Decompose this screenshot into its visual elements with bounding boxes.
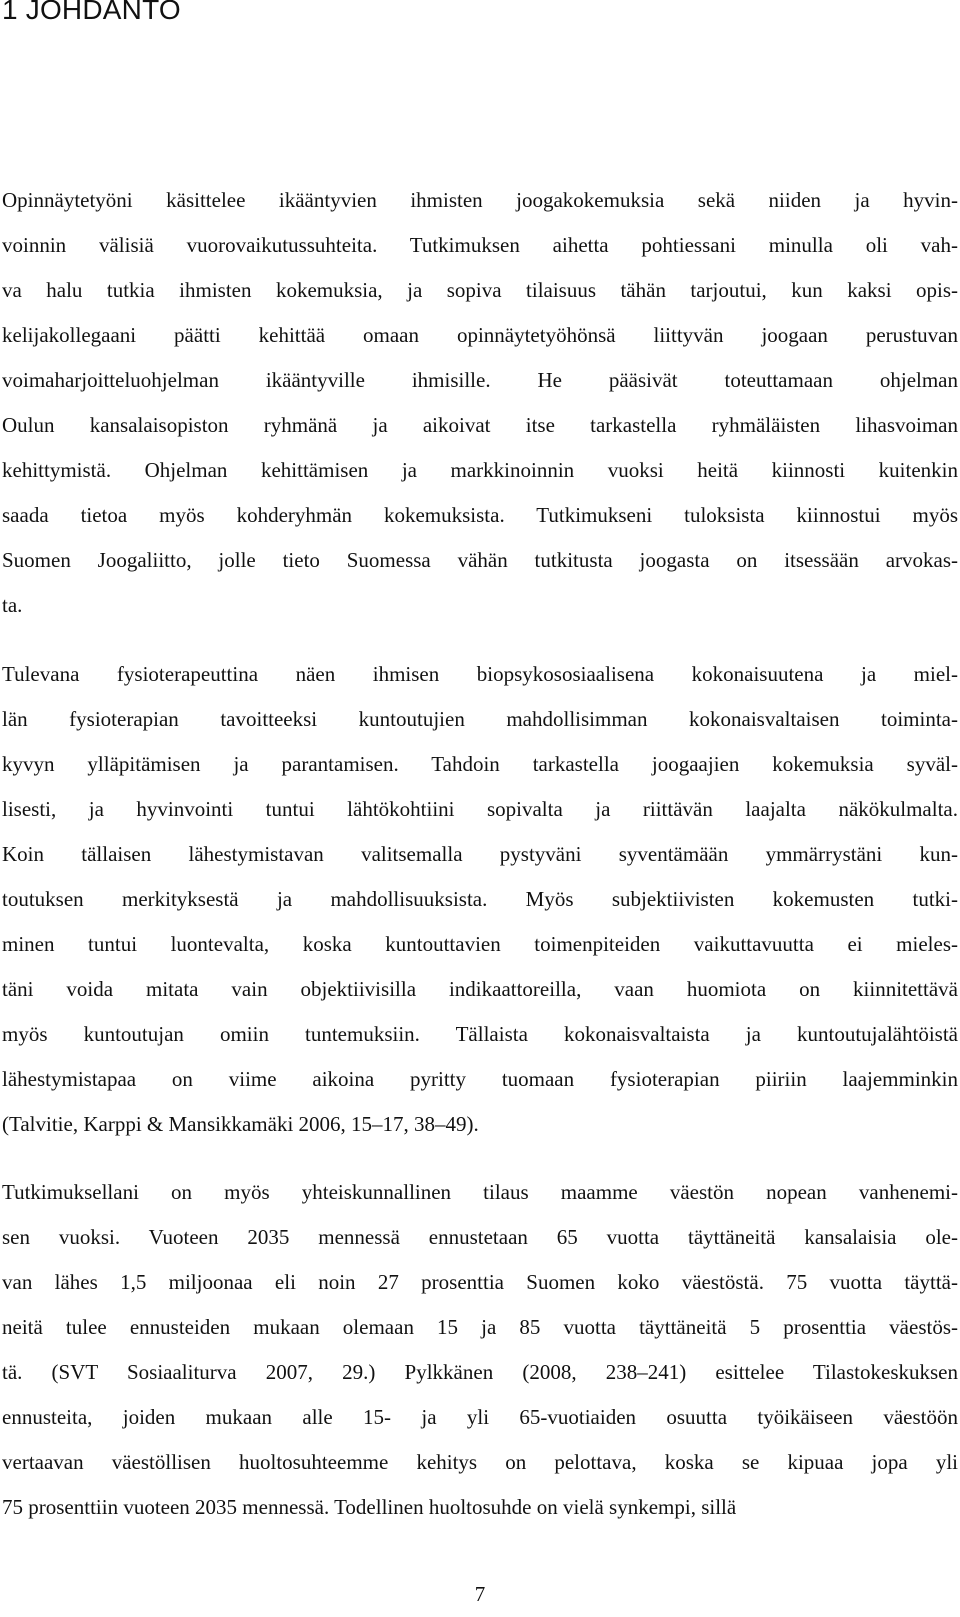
text-line: vertaavan väestöllisen huoltosuhteemme kehitys on pelottava, koska se kipuaa jopa yli: [2, 1450, 958, 1474]
text-line: Tutkimuksellani on myös yhteiskunnallinen tilaus maamme väestön nopean vanhenemi-: [2, 1180, 958, 1204]
text-line: ta.: [2, 593, 23, 617]
text-line: voimaharjoitteluohjelman ikääntyville ihmisille. He pääsivät toteuttamaan ohjelman: [2, 368, 958, 392]
text-line: myös kuntoutujan omiin tuntemuksiin. Tällaista kokonaisvaltaista ja kuntoutujalähtöistä: [2, 1022, 958, 1046]
text-line: minen tuntui luontevalta, koska kuntouttavien toimenpiteiden vaikuttavuutta ei mieles-: [2, 932, 958, 956]
text-line: tä. (SVT Sosiaaliturva 2007, 29.) Pylkkänen (2008, 238–241) esittelee Tilastokeskuksen: [2, 1360, 958, 1384]
paragraph-1: [2, 178, 958, 628]
text-line: kyvyn ylläpitämisen ja parantamisen. Tahdoin tarkastella joogaajien kokemuksia syväl-: [2, 752, 958, 776]
chapter-heading: 1 JOHDANTO: [2, 0, 181, 25]
text-line: (Talvitie, Karppi & Mansikkamäki 2006, 15–17, 38–49).: [2, 1112, 479, 1136]
text-line: Opinnäytetyöni käsittelee ikääntyvien ihmisten joogakokemuksia sekä niiden ja hyvin-: [2, 188, 958, 212]
text-line: kehittymistä. Ohjelman kehittämisen ja markkinoinnin vuoksi heitä kiinnosti kuitenkin: [2, 458, 958, 482]
paragraph-2: [2, 652, 958, 1147]
page-number: 7: [474, 1582, 486, 1606]
text-line: kelijakollegaani päätti kehittää omaan opinnäytetyöhönsä liittyvän joogaan perustuvan: [2, 323, 958, 347]
text-line: lisesti, ja hyvinvointi tuntui lähtökohtiini sopivalta ja riittävän laajalta näkökulmalta.: [2, 797, 958, 821]
text-line: Tulevana fysioterapeuttina näen ihmisen biopsykososiaalisena kokonaisuutena ja miel-: [2, 662, 958, 686]
text-line: toutuksen merkityksestä ja mahdollisuuksista. Myös subjektiivisten kokemusten tutki-: [2, 887, 958, 911]
text-line: sen vuoksi. Vuoteen 2035 mennessä ennustetaan 65 vuotta täyttäneitä kansalaisia ole-: [2, 1225, 958, 1249]
text-line: voinnin välisiä vuorovaikutussuhteita. Tutkimuksen aihetta pohtiessani minulla oli vah-: [2, 233, 958, 257]
text-line: län fysioterapian tavoitteeksi kuntoutujien mahdollisimman kokonaisvaltaisen toiminta-: [2, 707, 958, 731]
text-line: saada tietoa myös kohderyhmän kokemuksista. Tutkimukseni tuloksista kiinnostui myös: [2, 503, 958, 527]
text-line: neitä tulee ennusteiden mukaan olemaan 15 ja 85 vuotta täyttäneitä 5 prosenttia väestös-: [2, 1315, 958, 1339]
text-line: Koin tällaisen lähestymistavan valitsemalla pystyväni syventämään ymmärrystäni kun-: [2, 842, 958, 866]
text-line: täni voida mitata vain objektiivisilla indikaattoreilla, vaan huomiota on kiinnitettävä: [2, 977, 958, 1001]
text-line: lähestymistapaa on viime aikoina pyritty tuomaan fysioterapian piiriin laajemminkin: [2, 1067, 958, 1091]
text-line: 75 prosenttiin vuoteen 2035 mennessä. Todellinen huoltosuhde on vielä synkempi, sillä: [2, 1495, 737, 1519]
text-line: va halu tutkia ihmisten kokemuksia, ja sopiva tilaisuus tähän tarjoutui, kun kaksi opis-: [2, 278, 958, 302]
text-line: ennusteita, joiden mukaan alle 15- ja yli 65-vuotiaiden osuutta työikäiseen väestöön: [2, 1405, 958, 1429]
paragraph-3: [2, 1170, 958, 1530]
text-line: Oulun kansalaisopiston ryhmänä ja aikoivat itse tarkastella ryhmäläisten lihasvoiman: [2, 413, 958, 437]
text-line: van lähes 1,5 miljoonaa eli noin 27 prosenttia Suomen koko väestöstä. 75 vuotta täyttä-: [2, 1270, 958, 1294]
text-line: Suomen Joogaliitto, jolle tieto Suomessa vähän tutkitusta joogasta on itsessään arvokas-: [2, 548, 958, 572]
